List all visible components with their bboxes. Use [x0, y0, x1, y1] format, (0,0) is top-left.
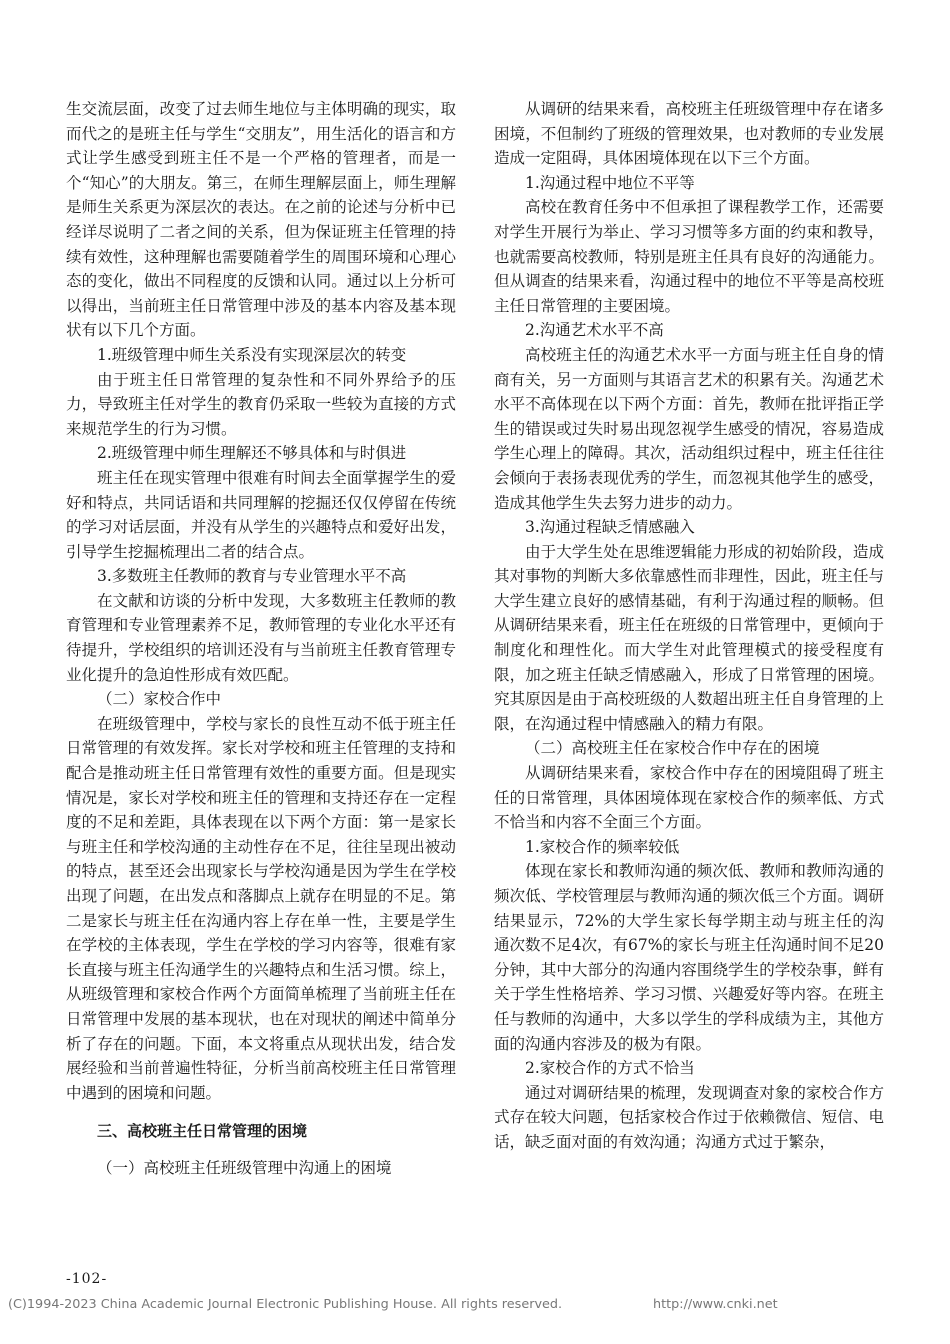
- right-column: [494, 97, 884, 1155]
- right-paragraph: 高校在教育任务中不但承担了课程教学工作，还需要对学生开展行为举止、学习习惯等多方面的约束和教导，也就需要高校教师，特别是班主任具有良好的沟通能力。但从调查的结果来看，沟通过程中的地位不平等是高校班主任日常管理的主要困境。: [494, 198, 884, 315]
- right-subheading: 3.沟通过程缺乏情感融入: [525, 518, 695, 537]
- section-title: 三、高校班主任日常管理的困境: [97, 1122, 308, 1141]
- right-paragraph: 体现在家长和教师沟通的频次低、教师和教师沟通的频次低、学校管理层与教师沟通的频次低三个方面。调研结果显示，72%的大学生家长每学期主动与班主任的沟通次数不足4次，有67%的家长与班主任沟通时间不足20分钟，其中大部分的沟通内容围绕学生的学校杂事，鲜有关于学生性格培养、学习习惯、兴趣爱好等内容。在班主任与教师的沟通中，大多以学生的学科成绩为主，其他方面的沟通内容涉及的极为有限。: [494, 862, 884, 1053]
- left-subheading-2: 2.班级管理中师生理解还不够具体和与时俱进: [97, 444, 407, 463]
- left-subheading-home-school: （二）家校合作中: [97, 690, 222, 709]
- right-paragraph: 高校班主任的沟通艺术水平一方面与班主任自身的情商有关，另一方面则与其语言艺术的积累有关。沟通艺术水平不高体现在以下两个方面：首先，教师在批评指正学生的错误或过失时易出现忽视学生感受的情况，容易造成学生心理上的障碍。其次，活动组织过程中，班主任往往会倾向于表扬表现优秀的学生，而忽视其他学生的感受，造成其他学生失去努力进步的动力。: [494, 345, 884, 512]
- right-subheading: （二）高校班主任在家校合作中存在的困境: [525, 739, 820, 758]
- left-subheading-communication: （一）高校班主任班级管理中沟通上的困境: [97, 1158, 392, 1177]
- right-subheading: 2.家校合作的方式不恰当: [525, 1059, 695, 1078]
- footer-website-link[interactable]: http://www.cnki.net: [653, 1297, 778, 1312]
- right-subheading: 1.沟通过程中地位不平等: [525, 173, 695, 192]
- left-paragraph: 在文献和访谈的分析中发现，大多数班主任教师的教育管理和专业管理素养不足，教师管理的专业化水平还有待提升，学校组织的培训还没有与当前班主任教育管理专业化提升的急迫性形成有效匹配。: [66, 591, 456, 684]
- page-number: -102-: [66, 1271, 108, 1287]
- right-paragraph: 从调研的结果来看，高校班主任班级管理中存在诸多困境，不但制约了班级的管理效果，也对教师的专业发展造成一定阻碍，具体困境体现在以下三个方面。: [494, 100, 884, 168]
- left-para-continued: 生交流层面，改变了过去师生地位与主体明确的现实，取而代之的是班主任与学生“交朋友”，用生活化的语言和方式让学生感受到班主任不是一个严格的管理者，而是一个“知心”的大朋友。第三，在师生理解层面上，师生理解是师生关系更为深层次的表达。在之前的论述与分析中已经详尽说明了二者之间的关系，但为保证班主任管理的持续有效性，这种理解也需要随着学生的周围环境和心理心态的变化，做出不同程度的反馈和认同。通过以上分析可以得出，当前班主任日常管理中涉及的基本内容及基本现状有以下几个方面。: [66, 100, 456, 340]
- left-paragraph: 由于班主任日常管理的复杂性和不同外界给予的压力，导致班主任对学生的教育仍采取一些较为直接的方式来规范学生的行为习惯。: [66, 370, 456, 438]
- right-paragraph: 由于大学生处在思维逻辑能力形成的初始阶段，造成其对事物的判断大多依靠感性而非理性，因此，班主任与大学生建立良好的感情基础，有利于沟通过程的顺畅。但从调研结果来看，班主任在班级的日常管理中，更倾向于制度化和理性化。而大学生对此管理模式的接受程度有限，加之班主任缺乏情感融入，形成了日常管理的困境。究其原因是由于高校班级的人数超出班主任自身管理的上限，在沟通过程中情感融入的精力有限。: [494, 542, 884, 733]
- left-column: [66, 97, 456, 1181]
- footer-copyright: (C)1994-2023 China Academic Journal Electronic Publishing House. All rights reserved.: [8, 1297, 563, 1312]
- left-paragraph: 在班级管理中，学校与家长的良性互动不低于班主任日常管理的有效发挥。家长对学校和班主任管理的支持和配合是推动班主任日常管理有效性的重要方面。但是现实情况是，家长对学校和班主任的管理和支持还存在一定程度的不足和差距，具体表现在以下两个方面：第一是家长与班主任和学校沟通的主动性存在不足，往往呈现出被动的特点，甚至还会出现家长与学校沟通是因为学生在学校出现了问题，在出发点和落脚点上就存在明显的不足。第二是家长与班主任在沟通内容上存在单一性，主要是学生在学校的主体表现，学生在学校的学习内容等，很难有家长直接与班主任沟通学生的兴趣特点和生活习惯。综上，从班级管理和家校合作两个方面简单梳理了当前班主任在日常管理中发展的基本现状，也在对现状的阐述中简单分析了存在的问题。下面，本文将重点从现状出发，结合发展经验和当前普遍性特征，分析当前高校班主任日常管理中遇到的困境和问题。: [66, 714, 456, 1102]
- left-subheading-3: 3.多数班主任教师的教育与专业管理水平不高: [97, 567, 407, 586]
- right-subheading: 1.家校合作的频率较低: [525, 837, 680, 856]
- left-paragraph: 班主任在现实管理中很难有时间去全面掌握学生的爱好和特点，共同话语和共同理解的挖掘还仅仅停留在传统的学习对话层面，并没有从学生的兴趣特点和爱好出发，引导学生挖掘梳理出二者的结合点。: [66, 468, 456, 561]
- right-subheading: 2.沟通艺术水平不高: [525, 321, 664, 340]
- left-subheading-1: 1.班级管理中师生关系没有实现深层次的转变: [97, 345, 407, 364]
- right-paragraph: 通过对调研结果的梳理，发现调查对象的家校合作方式存在较大问题，包括家校合作过于依赖微信、短信、电话，缺乏面对面的有效沟通；沟通方式过于繁杂，: [494, 1083, 884, 1151]
- right-paragraph: 从调研结果来看，家校合作中存在的困境阻碍了班主任的日常管理，具体困境体现在家校合作的频率低、方式不恰当和内容不全面三个方面。: [494, 764, 884, 832]
